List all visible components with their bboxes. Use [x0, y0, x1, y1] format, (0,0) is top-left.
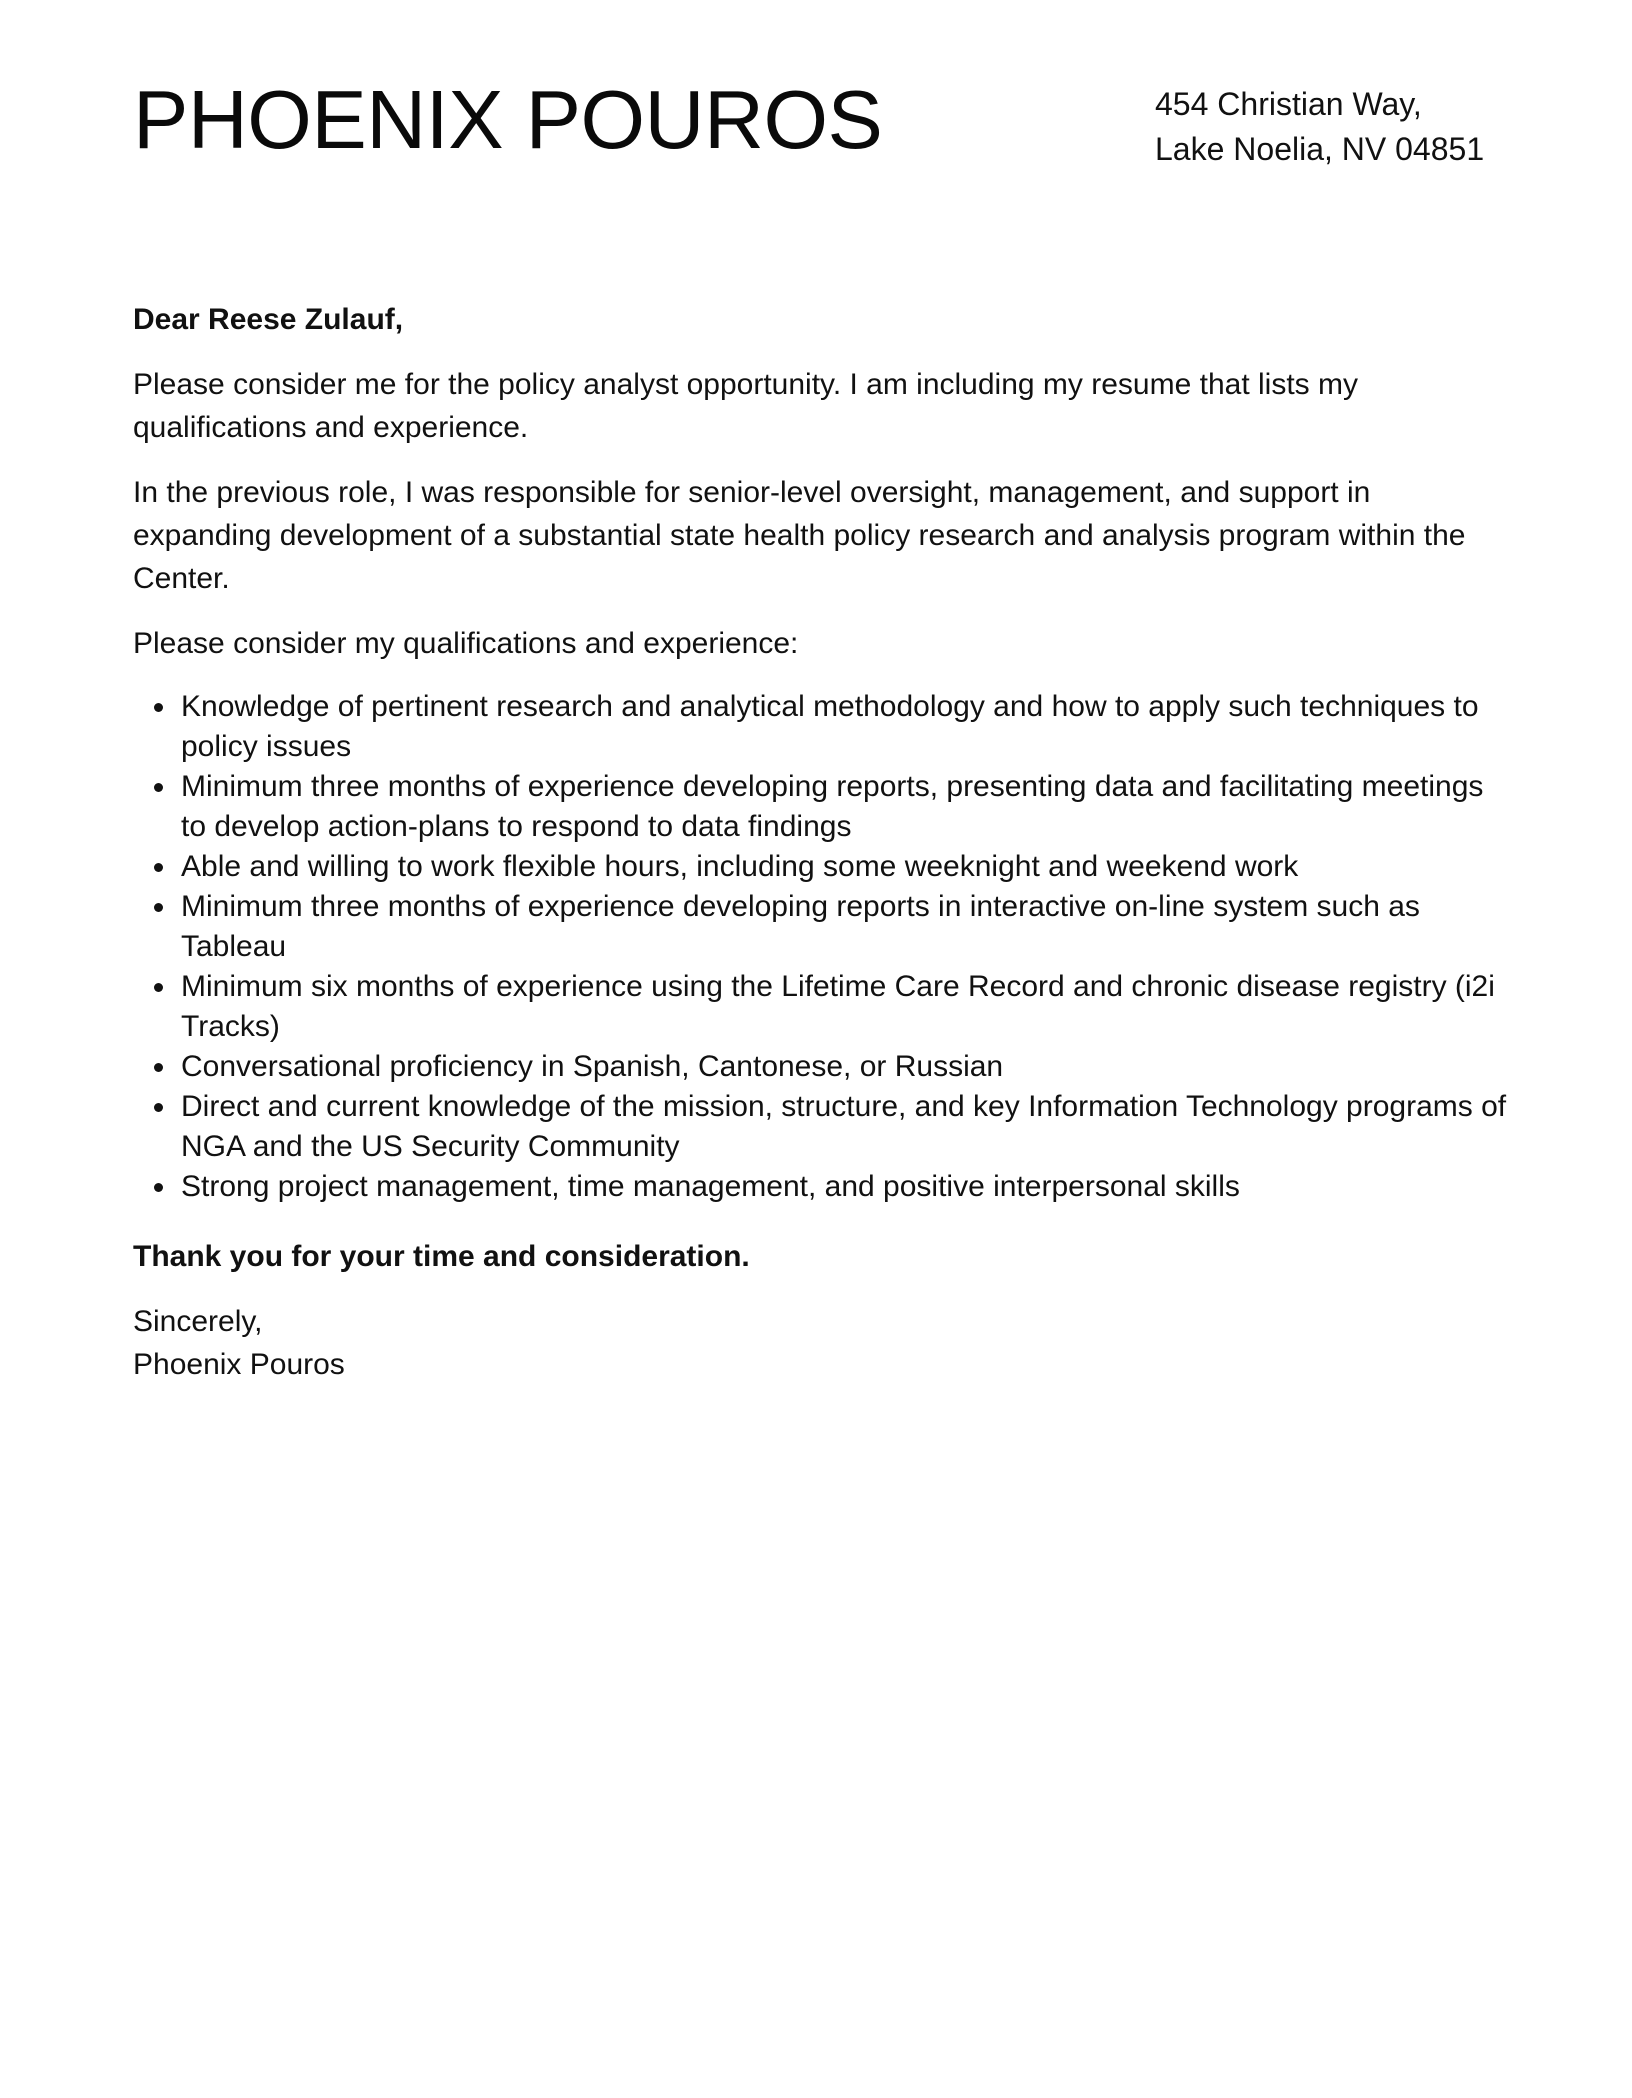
- greeting: Dear Reese Zulauf,: [133, 303, 404, 336]
- list-item: [181, 1047, 1508, 1087]
- list-item: [181, 1167, 1508, 1207]
- list-item-text: Able and willing to work flexible hours, including some weeknight and weekend work: [181, 850, 1299, 883]
- list-item: [181, 767, 1508, 847]
- experience-paragraph: In the previous role, I was responsible for senior-level oversight, management, and support in expanding development of a substantial state health policy research and analysis program within the Center.: [133, 476, 1466, 595]
- list-item-text: Direct and current knowledge of the mission, structure, and key Information Technology programs of NGA and the US Security Community: [181, 1090, 1507, 1163]
- list-item: [181, 887, 1508, 967]
- signature-name: Phoenix Pouros: [133, 1348, 345, 1381]
- address-line-1: 454 Christian Way,: [1155, 86, 1422, 122]
- letter-body: [133, 298, 1508, 1386]
- list-item-text: Minimum three months of experience developing reports in interactive on-line system such as Tableau: [181, 890, 1420, 963]
- list-item-text: Strong project management, time management, and positive interpersonal skills: [181, 1170, 1240, 1203]
- list-item: [181, 687, 1508, 767]
- closing-line: Thank you for your time and consideration.: [133, 1240, 750, 1273]
- bullet-icon: [154, 1063, 163, 1072]
- list-item: [181, 967, 1508, 1047]
- bullet-icon: [154, 903, 163, 912]
- applicant-name: PHOENIX POUROS: [133, 73, 883, 166]
- list-item: [181, 847, 1508, 887]
- list-item: [181, 1087, 1508, 1167]
- qualifications-list: [133, 687, 1508, 1207]
- qualifications-lead-in: Please consider my qualifications and experience:: [133, 627, 799, 660]
- applicant-address: [1155, 82, 1484, 172]
- bullet-icon: [154, 783, 163, 792]
- signoff: Sincerely,: [133, 1305, 263, 1338]
- list-item-text: Conversational proficiency in Spanish, Cantonese, or Russian: [181, 1050, 1004, 1083]
- bullet-icon: [154, 1183, 163, 1192]
- list-item-text: Minimum six months of experience using the Lifetime Care Record and chronic disease registry (i2i Tracks): [181, 970, 1495, 1043]
- list-item-text: Knowledge of pertinent research and analytical methodology and how to apply such techniques to policy issues: [181, 690, 1479, 763]
- bullet-icon: [154, 983, 163, 992]
- bullet-icon: [154, 863, 163, 872]
- bullet-icon: [154, 1103, 163, 1112]
- list-item-text: Minimum three months of experience developing reports, presenting data and facilitating meetings to develop action-plans to respond to data findings: [181, 770, 1484, 843]
- bullet-icon: [154, 703, 163, 712]
- intro-paragraph: Please consider me for the policy analyst opportunity. I am including my resume that lists my qualifications and experience.: [133, 368, 1358, 444]
- address-line-2: Lake Noelia, NV 04851: [1155, 131, 1485, 167]
